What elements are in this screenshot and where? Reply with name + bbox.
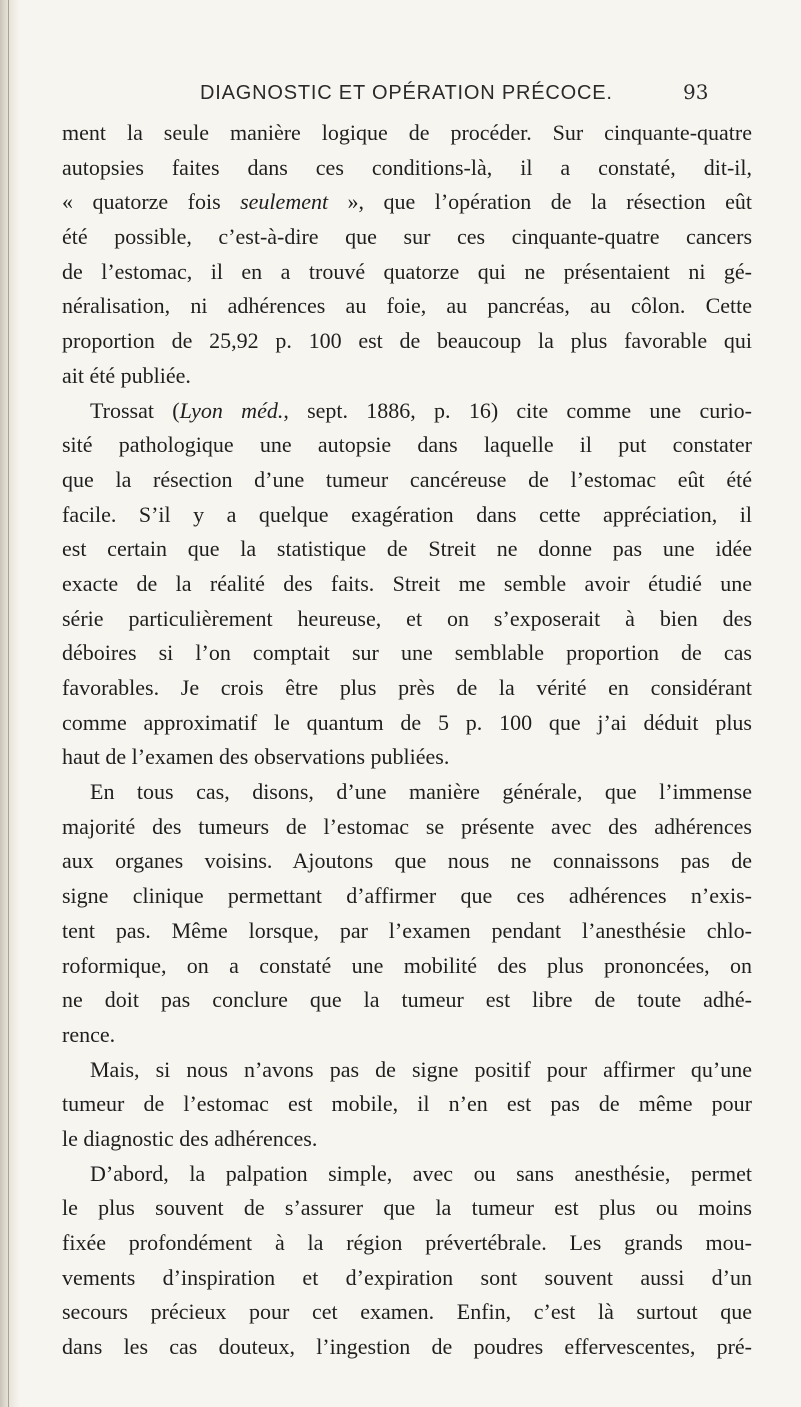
text-line: aux organes voisins. Ajoutons que nous ne connaissons pas de xyxy=(62,848,752,874)
text-line: vements d’inspiration et d’expiration sont souvent aussi d’un xyxy=(62,1264,752,1290)
text-line: facile. S’il y a quelque exagération dans cette appréciation, il xyxy=(62,501,752,527)
text-line: comme approximatif le quantum de 5 p. 100 que j’ai déduit plus xyxy=(62,709,752,735)
text-line: fixée profondément à la région prévertébrale. Les grands mou- xyxy=(62,1230,752,1255)
text-line: le diagnostic des adhérences. xyxy=(62,1125,318,1151)
text-line: Trossat (Lyon méd., sept. 1886, p. 16) cite comme une curio- xyxy=(90,397,752,423)
text-line: ne doit pas conclure que la tumeur est libre de toute adhé- xyxy=(62,987,752,1013)
text-line: tumeur de l’estomac est mobile, il n’en est pas de même pour xyxy=(62,1091,752,1117)
body-text xyxy=(62,116,752,1365)
text-line: rence. xyxy=(62,1021,116,1047)
text-line: signe clinique permettant d’affirmer que ces adhérences n’exis- xyxy=(62,883,752,909)
text-line: ait été publiée. xyxy=(62,362,191,388)
page-gutter-shadow xyxy=(0,0,20,1407)
text-line: ment la seule manière logique de procéder. Sur cinquante-quatre xyxy=(62,120,752,145)
text-line: Mais, si nous n’avons pas de signe positif pour affirmer qu’une xyxy=(90,1056,752,1082)
text-line: est certain que la statistique de Streit ne donne pas une idée xyxy=(62,536,752,562)
text-line: secours précieux pour cet examen. Enfin, c’est là surtout que xyxy=(62,1299,752,1325)
text-line: tent pas. Même lorsque, par l’examen pendant l’anesthésie chlo- xyxy=(62,917,752,943)
text-line: D’abord, la palpation simple, avec ou sans anesthésie, permet xyxy=(90,1160,752,1186)
text-line: « quatorze fois seulement », que l’opération de la résection eût xyxy=(62,189,752,215)
text-line: favorables. Je crois être plus près de la vérité en considérant xyxy=(62,675,752,700)
emphasis: seulement xyxy=(240,189,329,215)
running-header: DIAGNOSTIC ET OPÉRATION PRÉCOCE. xyxy=(200,82,613,104)
page-number: 93 xyxy=(683,80,709,104)
journal-title: Lyon méd. xyxy=(179,397,284,423)
text-line: dans les cas douteux, l’ingestion de poudres effervescentes, pré- xyxy=(62,1334,752,1360)
text-line: proportion de 25,92 p. 100 est de beaucoup la plus favorable qui xyxy=(62,328,752,354)
text-line: été possible, c’est-à-dire que sur ces cinquante-quatre cancers xyxy=(62,224,752,250)
text-line: exacte de la réalité des faits. Streit me semble avoir étudié une xyxy=(62,570,752,596)
text-line: déboires si l’on comptait sur une semblable proportion de cas xyxy=(62,640,752,666)
text-line: que la résection d’une tumeur cancéreuse de l’estomac eût été xyxy=(62,466,752,492)
text-line: sité pathologique une autopsie dans laquelle il put constater xyxy=(62,432,752,458)
text-line: autopsies faites dans ces conditions-là, il a constaté, dit-il, xyxy=(62,154,752,180)
text-line: le plus souvent de s’assurer que la tumeur est plus ou moins xyxy=(62,1195,752,1221)
binding-edge xyxy=(8,0,9,1407)
text-line: de l’estomac, il en a trouvé quatorze qui ne présentaient ni gé- xyxy=(62,258,752,284)
text-line: roformique, on a constaté une mobilité des plus prononcées, on xyxy=(62,952,752,978)
text-line: En tous cas, disons, d’une manière générale, que l’immense xyxy=(90,779,752,805)
text-line: néralisation, ni adhérences au foie, au pancréas, au côlon. Cette xyxy=(62,293,752,319)
text-line: série particulièrement heureuse, et on s’exposerait à bien des xyxy=(62,605,752,631)
text-line: haut de l’examen des observations publiées. xyxy=(62,744,450,770)
text-line: majorité des tumeurs de l’estomac se présente avec des adhérences xyxy=(62,813,752,839)
